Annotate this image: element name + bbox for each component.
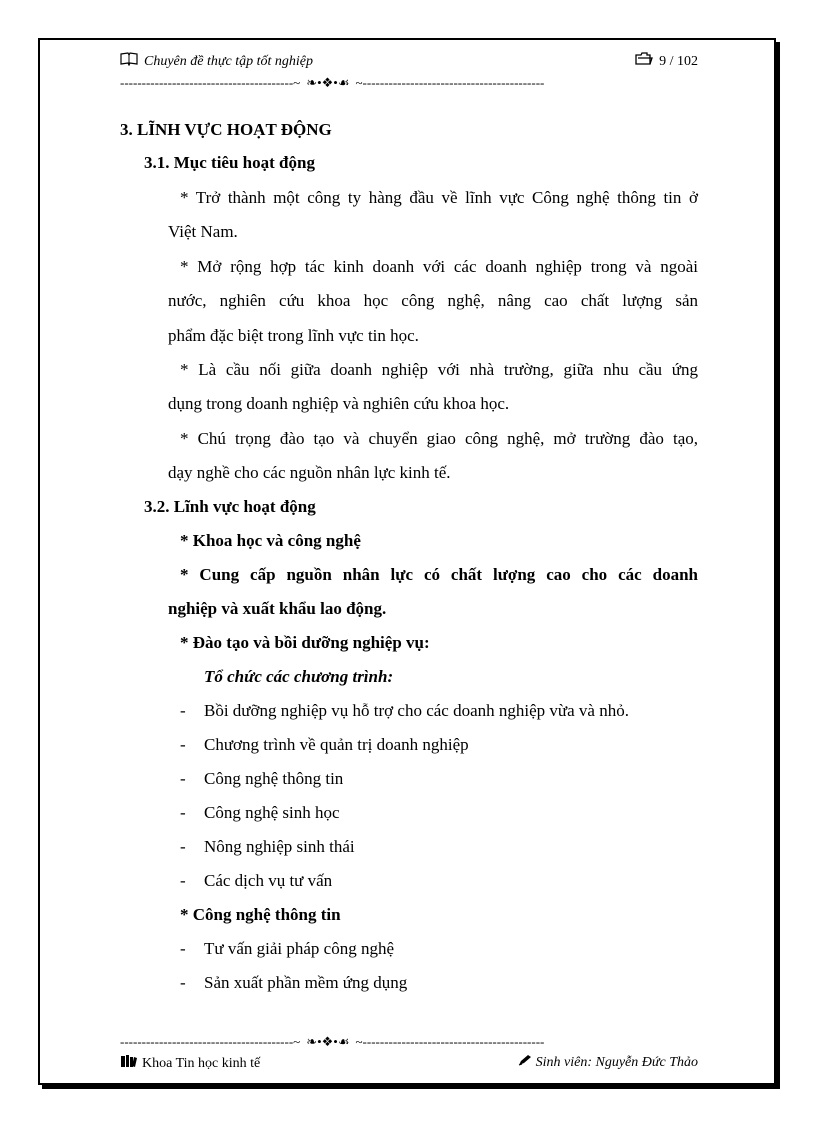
section-title: 3. LĨNH VỰC HOẠT ĐỘNG <box>120 120 332 139</box>
rule-left: ----------------------------------------~ <box>120 1034 301 1049</box>
paragraph-line: phẩm đặc biệt trong lĩnh vực tin học. <box>168 326 419 345</box>
list-item: - Công nghệ sinh học <box>180 803 340 822</box>
header-rule <box>120 75 686 91</box>
list-item: - Sản xuất phần mềm ứng dụng <box>180 973 408 992</box>
paragraph-line: Việt Nam. <box>168 222 238 241</box>
list-item: - Nông nghiệp sinh thái <box>180 837 355 856</box>
list-item: - Bồi dưỡng nghiệp vụ hỗ trợ cho các doanh nghiệp vừa và nhỏ. <box>180 701 629 720</box>
paragraph-line: * Trở thành một công ty hàng đầu về lĩnh vực Công nghệ thông tin ở <box>180 188 698 207</box>
rule-right: ~------------------------------------------ <box>355 1034 545 1049</box>
program-heading: Tổ chức các chương trình: <box>204 667 394 686</box>
subsection-heading-1: 3.1. Mục tiêu hoạt động <box>144 153 315 172</box>
page-border-shadow-right <box>776 42 780 1089</box>
rule-left: ----------------------------------------~ <box>120 75 301 90</box>
list-item: - Công nghệ thông tin <box>180 769 344 788</box>
paragraph-line: nước, nghiên cứu khoa học công nghệ, nâng cao chất lượng sản <box>168 291 698 310</box>
list-item: - Chương trình về quản trị doanh nghiệp <box>180 735 469 754</box>
paragraph-line: * Mở rộng hợp tác kinh doanh với các doanh nghiệp trong và ngoài <box>180 257 698 276</box>
paragraph-line: * Là cầu nối giữa doanh nghiệp với nhà trường, giữa nhu cầu ứng <box>180 360 698 379</box>
bold-item: * Đào tạo và bồi dưỡng nghiệp vụ: <box>180 633 430 652</box>
footer-rule <box>120 1034 686 1050</box>
bold-item: * Công nghệ thông tin <box>180 905 341 924</box>
list-item: - Các dịch vụ tư vấn <box>180 871 333 890</box>
bold-item: nghiệp và xuất khẩu lao động. <box>168 599 387 618</box>
student-name: Sinh viên: Nguyễn Đức Thảo <box>535 1054 698 1070</box>
page-footer <box>120 1054 698 1076</box>
header-left <box>120 52 313 71</box>
page-header <box>120 52 698 74</box>
footer-right <box>518 1054 698 1071</box>
ornament: ❧•❖•☙ <box>306 1034 350 1049</box>
folder-icon <box>635 52 653 71</box>
page-border-shadow-bottom <box>42 1085 780 1089</box>
books-icon <box>120 1054 138 1073</box>
writing-hand-icon <box>518 1054 532 1071</box>
faculty-name: Khoa Tin học kinh tế <box>142 1055 261 1071</box>
page-number: 9 / 102 <box>659 53 698 69</box>
paragraph-line: * Chú trọng đào tạo và chuyển giao công nghệ, mở trường đào tạo, <box>180 429 698 448</box>
paragraph-line: dụng trong doanh nghiệp và nghiên cứu khoa học. <box>168 394 510 413</box>
subsection-heading-2: 3.2. Lĩnh vực hoạt động <box>144 497 316 516</box>
open-book-icon <box>120 52 138 71</box>
footer-left <box>120 1054 260 1073</box>
header-title: Chuyên đề thực tập tốt nghiệp <box>144 53 313 69</box>
rule-right: ~------------------------------------------ <box>355 75 545 90</box>
bold-item: * Khoa học và công nghệ <box>180 531 361 550</box>
header-right <box>635 52 698 71</box>
ornament: ❧•❖•☙ <box>306 75 350 90</box>
list-item: - Tư vấn giải pháp công nghệ <box>180 939 395 958</box>
paragraph-line: dạy nghề cho các nguồn nhân lực kinh tế. <box>168 463 451 482</box>
bold-item: * Cung cấp nguồn nhân lực có chất lượng cao cho các doanh <box>180 565 698 584</box>
